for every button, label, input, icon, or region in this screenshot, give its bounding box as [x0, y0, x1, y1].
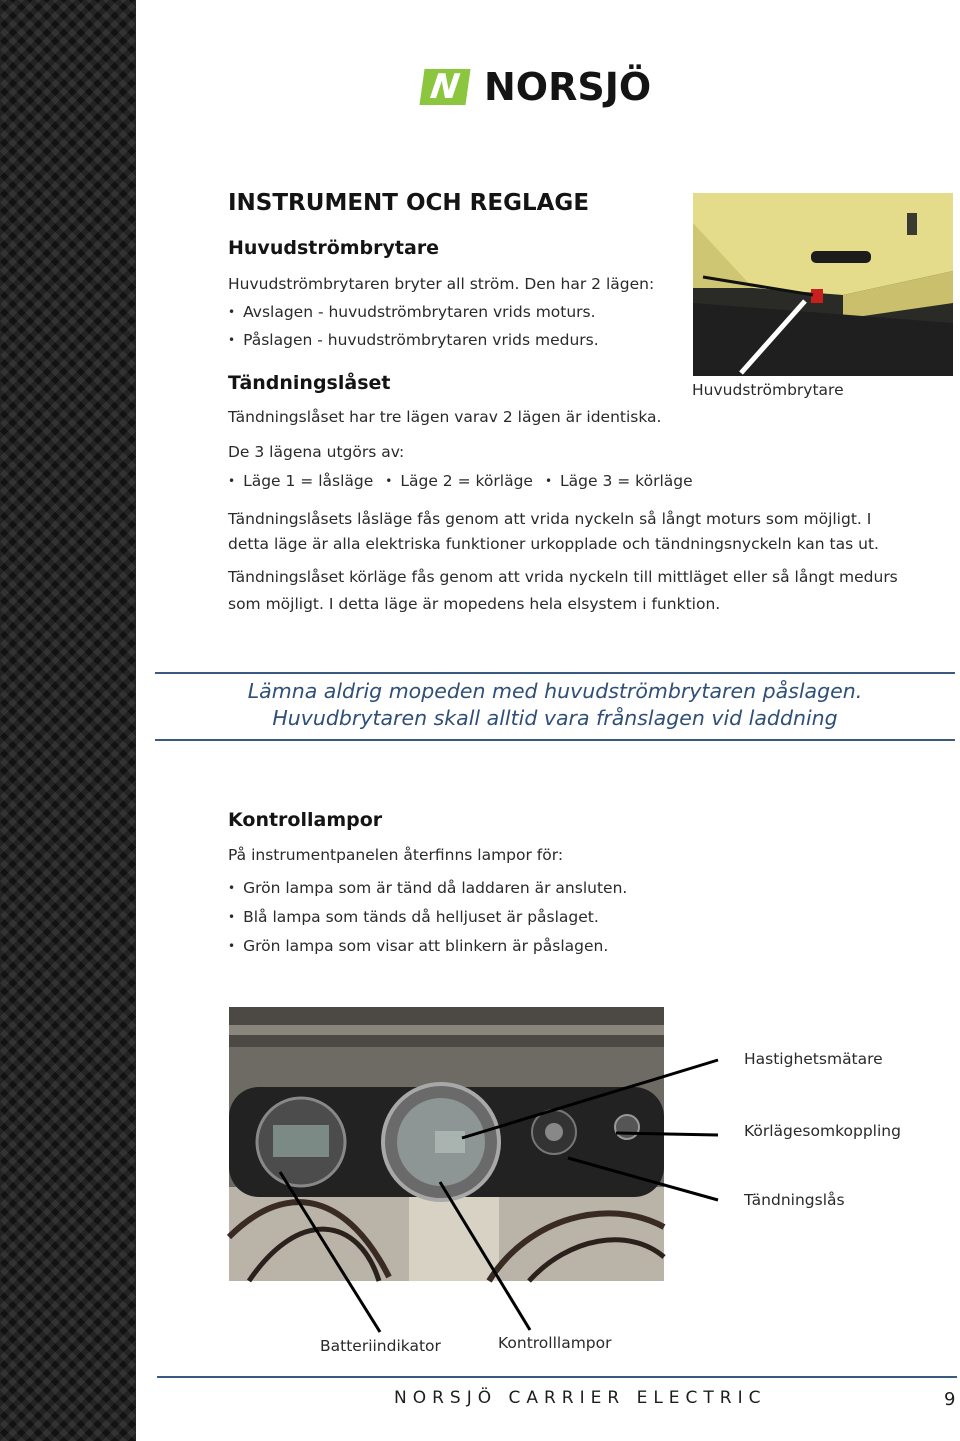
- ignition-line-1: Tändningslåset har tre lägen varav 2 lägen är identiska.: [228, 408, 662, 426]
- position-2: • Läge 2 = körläge: [385, 472, 533, 490]
- lamps-bullet-indicator: • Grön lampa som visar att blinkern är påslagen.: [228, 937, 608, 955]
- position-3: • Läge 3 = körläge: [545, 472, 693, 490]
- main-switch-intro: Huvudströmbrytaren bryter all ström. Den har 2 lägen:: [228, 275, 655, 293]
- ignition-para2-line2: som möjligt. I detta läge är mopedens hela elsystem i funktion.: [228, 595, 721, 613]
- label-battery-indicator: Batteriindikator: [320, 1337, 441, 1355]
- main-switch-title: Huvudströmbrytare: [228, 237, 440, 259]
- ignition-line-2: De 3 lägena utgörs av:: [228, 443, 405, 461]
- ignition-title: Tändningslåset: [228, 372, 391, 394]
- warning-line-1: Lämna aldrig mopeden med huvudströmbrytaren påslagen.: [247, 679, 863, 703]
- ignition-para1-line1: Tändningslåsets låsläge fås genom att vrida nyckeln så långt moturs som möjligt. I: [228, 510, 872, 528]
- label-speedometer: Hastighetsmätare: [744, 1050, 883, 1068]
- main-switch-bullet-off: • Avslagen - huvudströmbrytaren vrids moturs.: [228, 303, 596, 321]
- ignition-para1-line2: detta läge är alla elektriska funktioner urkopplade och tändningsnyckeln kan tas ut.: [228, 535, 879, 553]
- page-heading: INSTRUMENT OCH REGLAGE: [228, 190, 590, 216]
- footer-rule: [157, 1376, 957, 1378]
- lamps-intro: På instrumentpanelen återfinns lampor för:: [228, 846, 564, 864]
- lamps-title: Kontrollampor: [228, 809, 383, 831]
- label-mode-switch: Körlägesomkoppling: [744, 1122, 901, 1140]
- lamps-bullet-charger: • Grön lampa som är tänd då laddaren är ansluten.: [228, 879, 627, 897]
- logo-mark: N: [419, 69, 470, 105]
- main-switch-photo-label: Huvudströmbrytare: [692, 381, 844, 399]
- logo-wordmark: NORSJÖ: [484, 65, 652, 109]
- label-ignition-lock: Tändningslås: [744, 1191, 845, 1209]
- position-1: • Läge 1 = låsläge: [228, 472, 373, 490]
- page-number: 9: [944, 1389, 956, 1410]
- lamps-bullet-highbeam: • Blå lampa som tänds då helljuset är påslaget.: [228, 908, 599, 926]
- label-control-lamps: Kontrolllampor: [498, 1334, 612, 1352]
- ignition-para2-line1: Tändningslåset körläge fås genom att vrida nyckeln till mittläget eller så långt medurs: [228, 568, 898, 586]
- warning-line-2: Huvudbrytaren skall alltid vara frånslagen vid laddning: [272, 706, 838, 730]
- footer-title: NORSJÖ CARRIER ELECTRIC: [394, 1388, 767, 1408]
- main-switch-bullet-on: • Påslagen - huvudströmbrytaren vrids medurs.: [228, 331, 599, 349]
